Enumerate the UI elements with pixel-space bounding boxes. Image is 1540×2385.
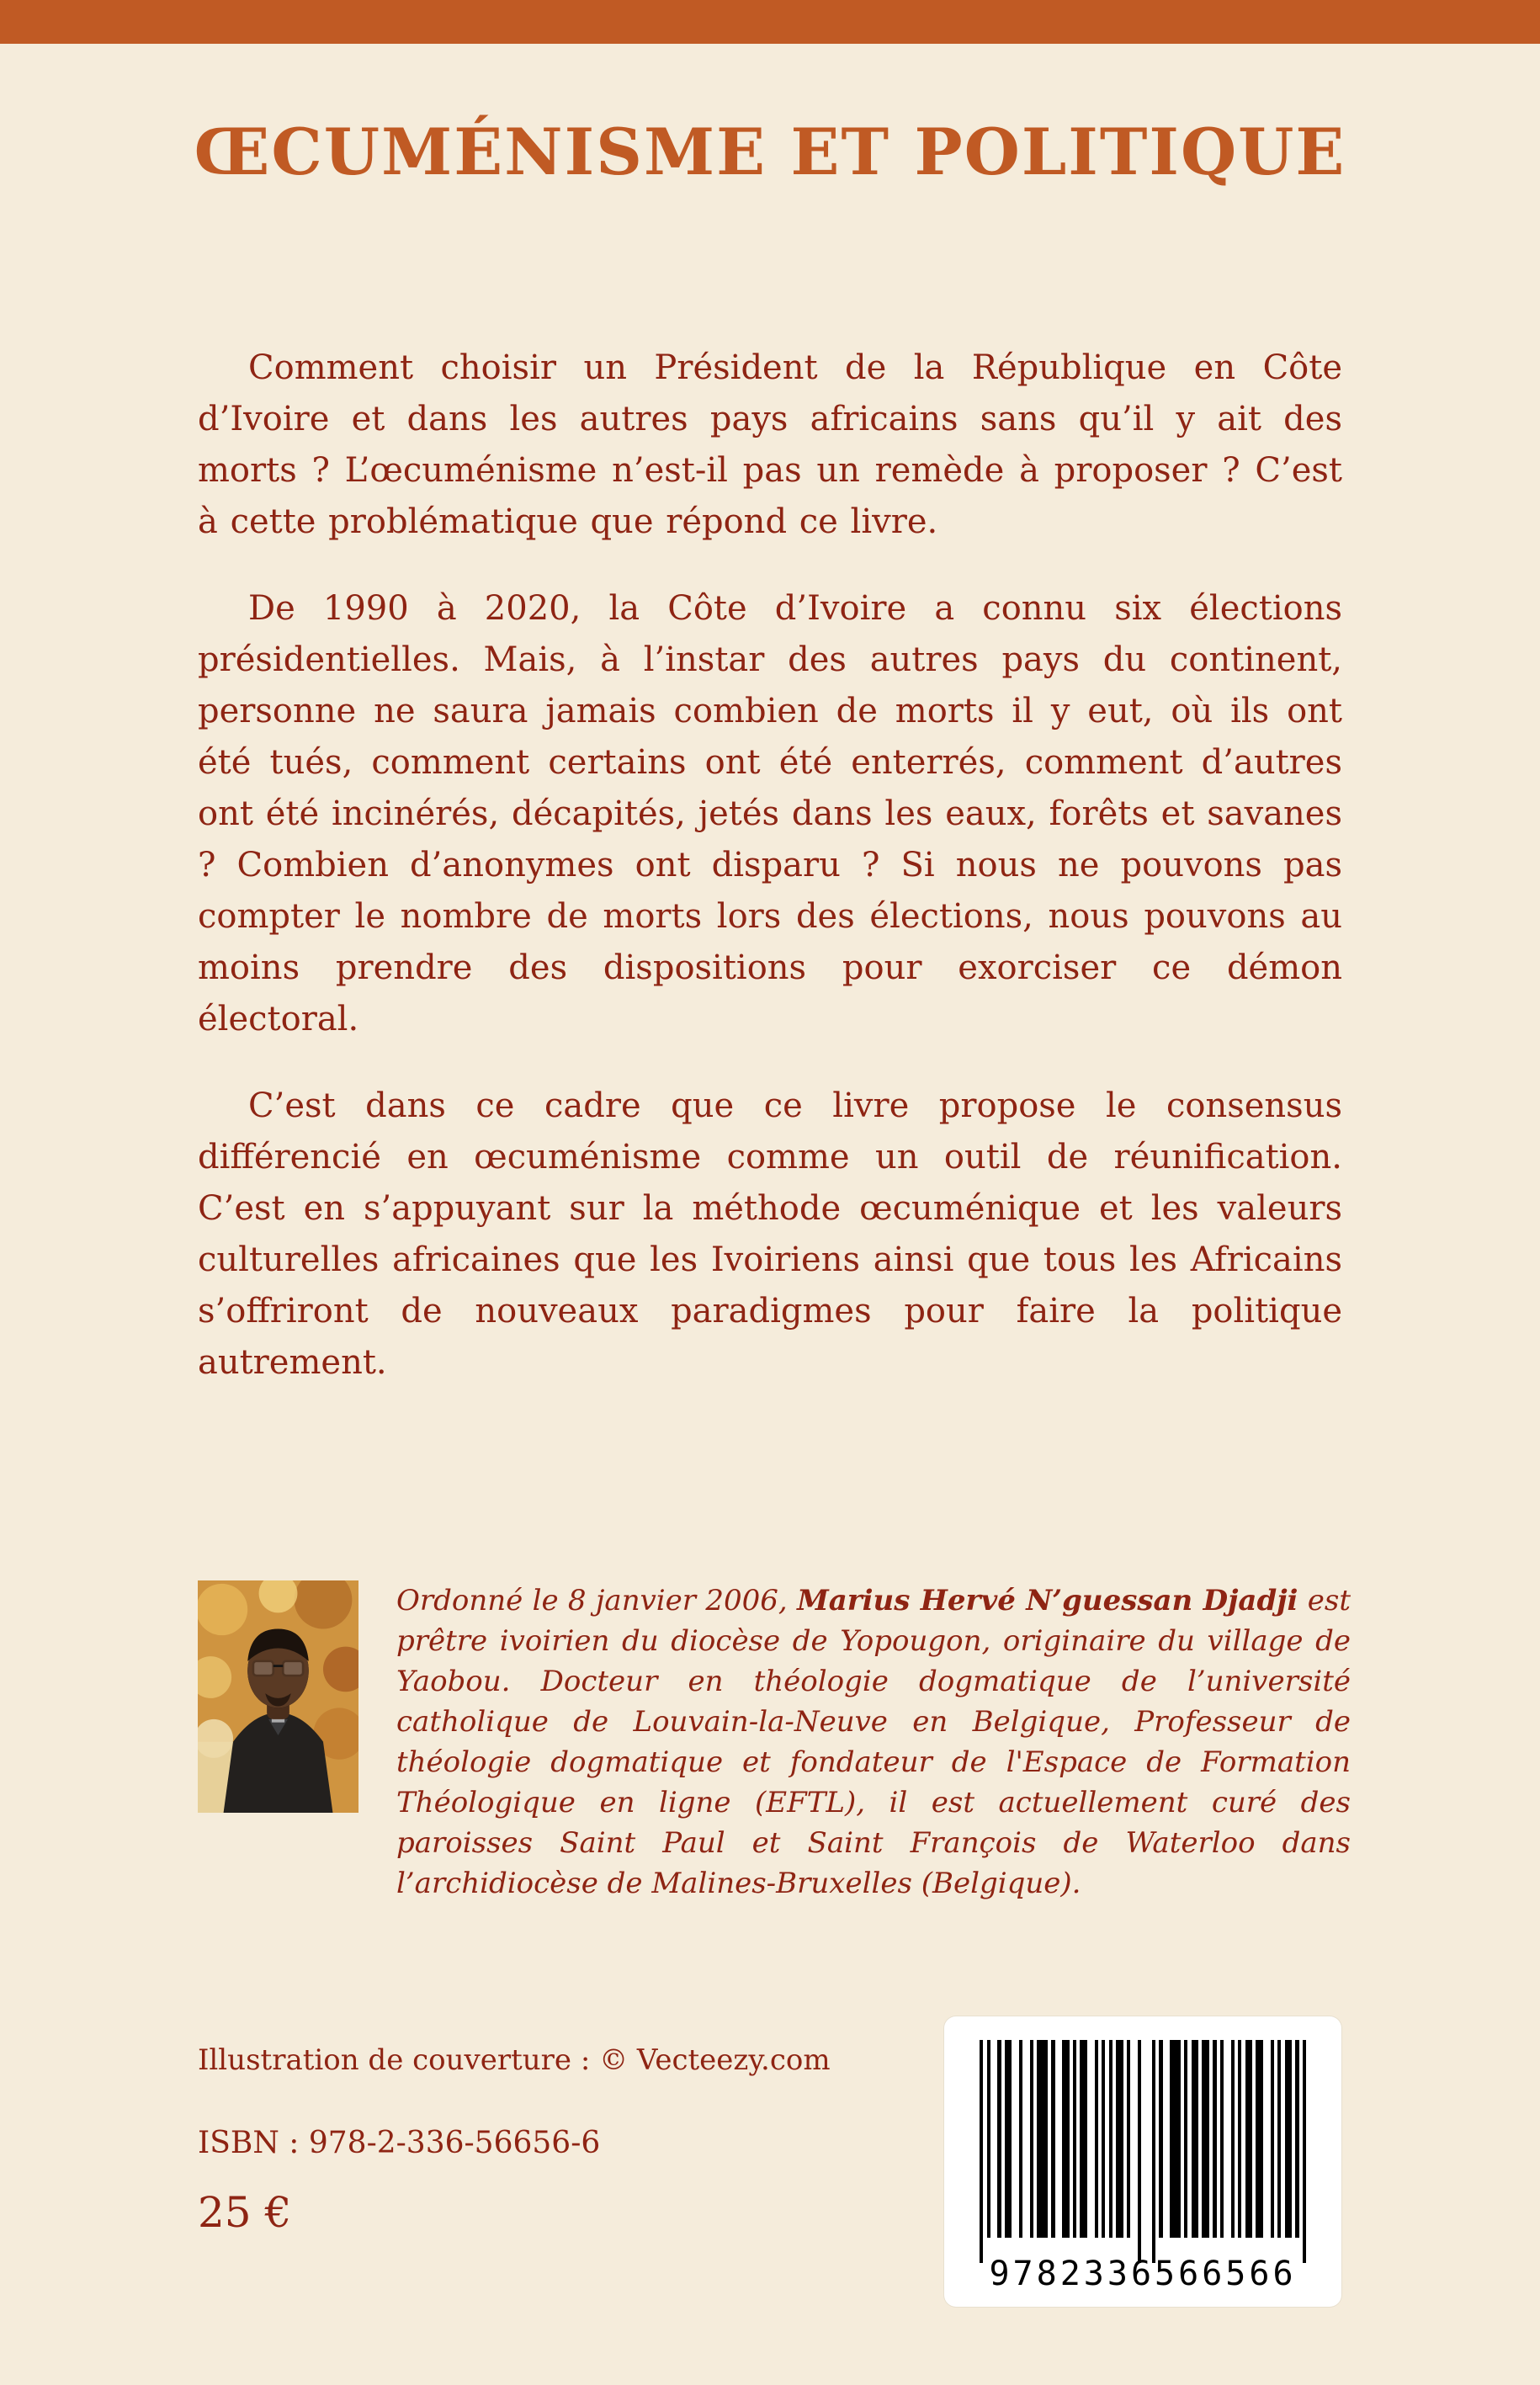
barcode — [944, 2016, 1341, 2307]
author-name: Marius Hervé N’guessan Djadji — [797, 1584, 1298, 1617]
page-title: ŒCUMÉNISME ET POLITIQUE — [194, 114, 1346, 189]
price: 25 € — [198, 2188, 292, 2237]
illustration-credit: Illustration de couverture : © Vecteezy.com — [198, 2043, 831, 2077]
synopsis-paragraph: De 1990 à 2020, la Côte d’Ivoire a connu six élections présidentielles. Mais, à l’instar des autres pays du continent, personne ne saura jamais combien de morts il y eut, où ils ont été tués, comment certains ont été enterrés, comment d’autres ont été incinérés, décapités, jetés dans les eaux, forêts et savanes ? Combien d’anonymes ont disparu ? Si nous ne pouvons pas compter le nombre de morts lors des élections, nous pouvons au moins prendre des dispositions pour exorciser ce démon électoral. — [198, 589, 1342, 1038]
bio-suffix: est prêtre ivoirien du diocèse de Yopougon, originaire du village de Yaobou. Docteur en théologie dogmatique de l’université catholique de Louvain-la-Neuve en Belgique, Professeur de théologie dogmatique et fondateur de l'Espace de Formation Théologique en ligne (EFTL), il est actuellement curé des paroisses Saint Paul et Saint François de Waterloo dans l’archidiocèse de Malines-Bruxelles (Belgique). — [396, 1584, 1351, 1900]
bio-prefix: Ordonné le 8 janvier 2006, — [396, 1584, 798, 1617]
barcode-bars — [980, 2040, 1306, 2238]
synopsis — [198, 343, 1342, 1389]
isbn: ISBN : 978-2-336-56656-6 — [198, 2126, 601, 2160]
author-photo — [198, 1580, 358, 1813]
top-accent-bar — [0, 0, 1540, 44]
barcode-number: 9782336566566 — [989, 2255, 1297, 2293]
author-photo-illustration — [198, 1580, 358, 1813]
synopsis-paragraph: C’est dans ce cadre que ce livre propose le consensus différencié en œcuménisme comme un outil de réunification. C’est en s’appuyant sur la méthode œcuménique et les valeurs culturelles africaines que les Ivoiriens ainsi que tous les Africains s’offriront de nouveaux paradigmes pour faire la politique autrement. — [198, 1086, 1342, 1382]
author-bio — [198, 1580, 1351, 1904]
bio-text — [396, 1580, 1351, 1904]
synopsis-paragraph: Comment choisir un Président de la République en Côte d’Ivoire et dans les autres pays africains sans qu’il y ait des morts ? L’œcuménisme n’est-il pas un remède à proposer ? C’est à cette problématique que répond ce livre. — [198, 348, 1342, 541]
